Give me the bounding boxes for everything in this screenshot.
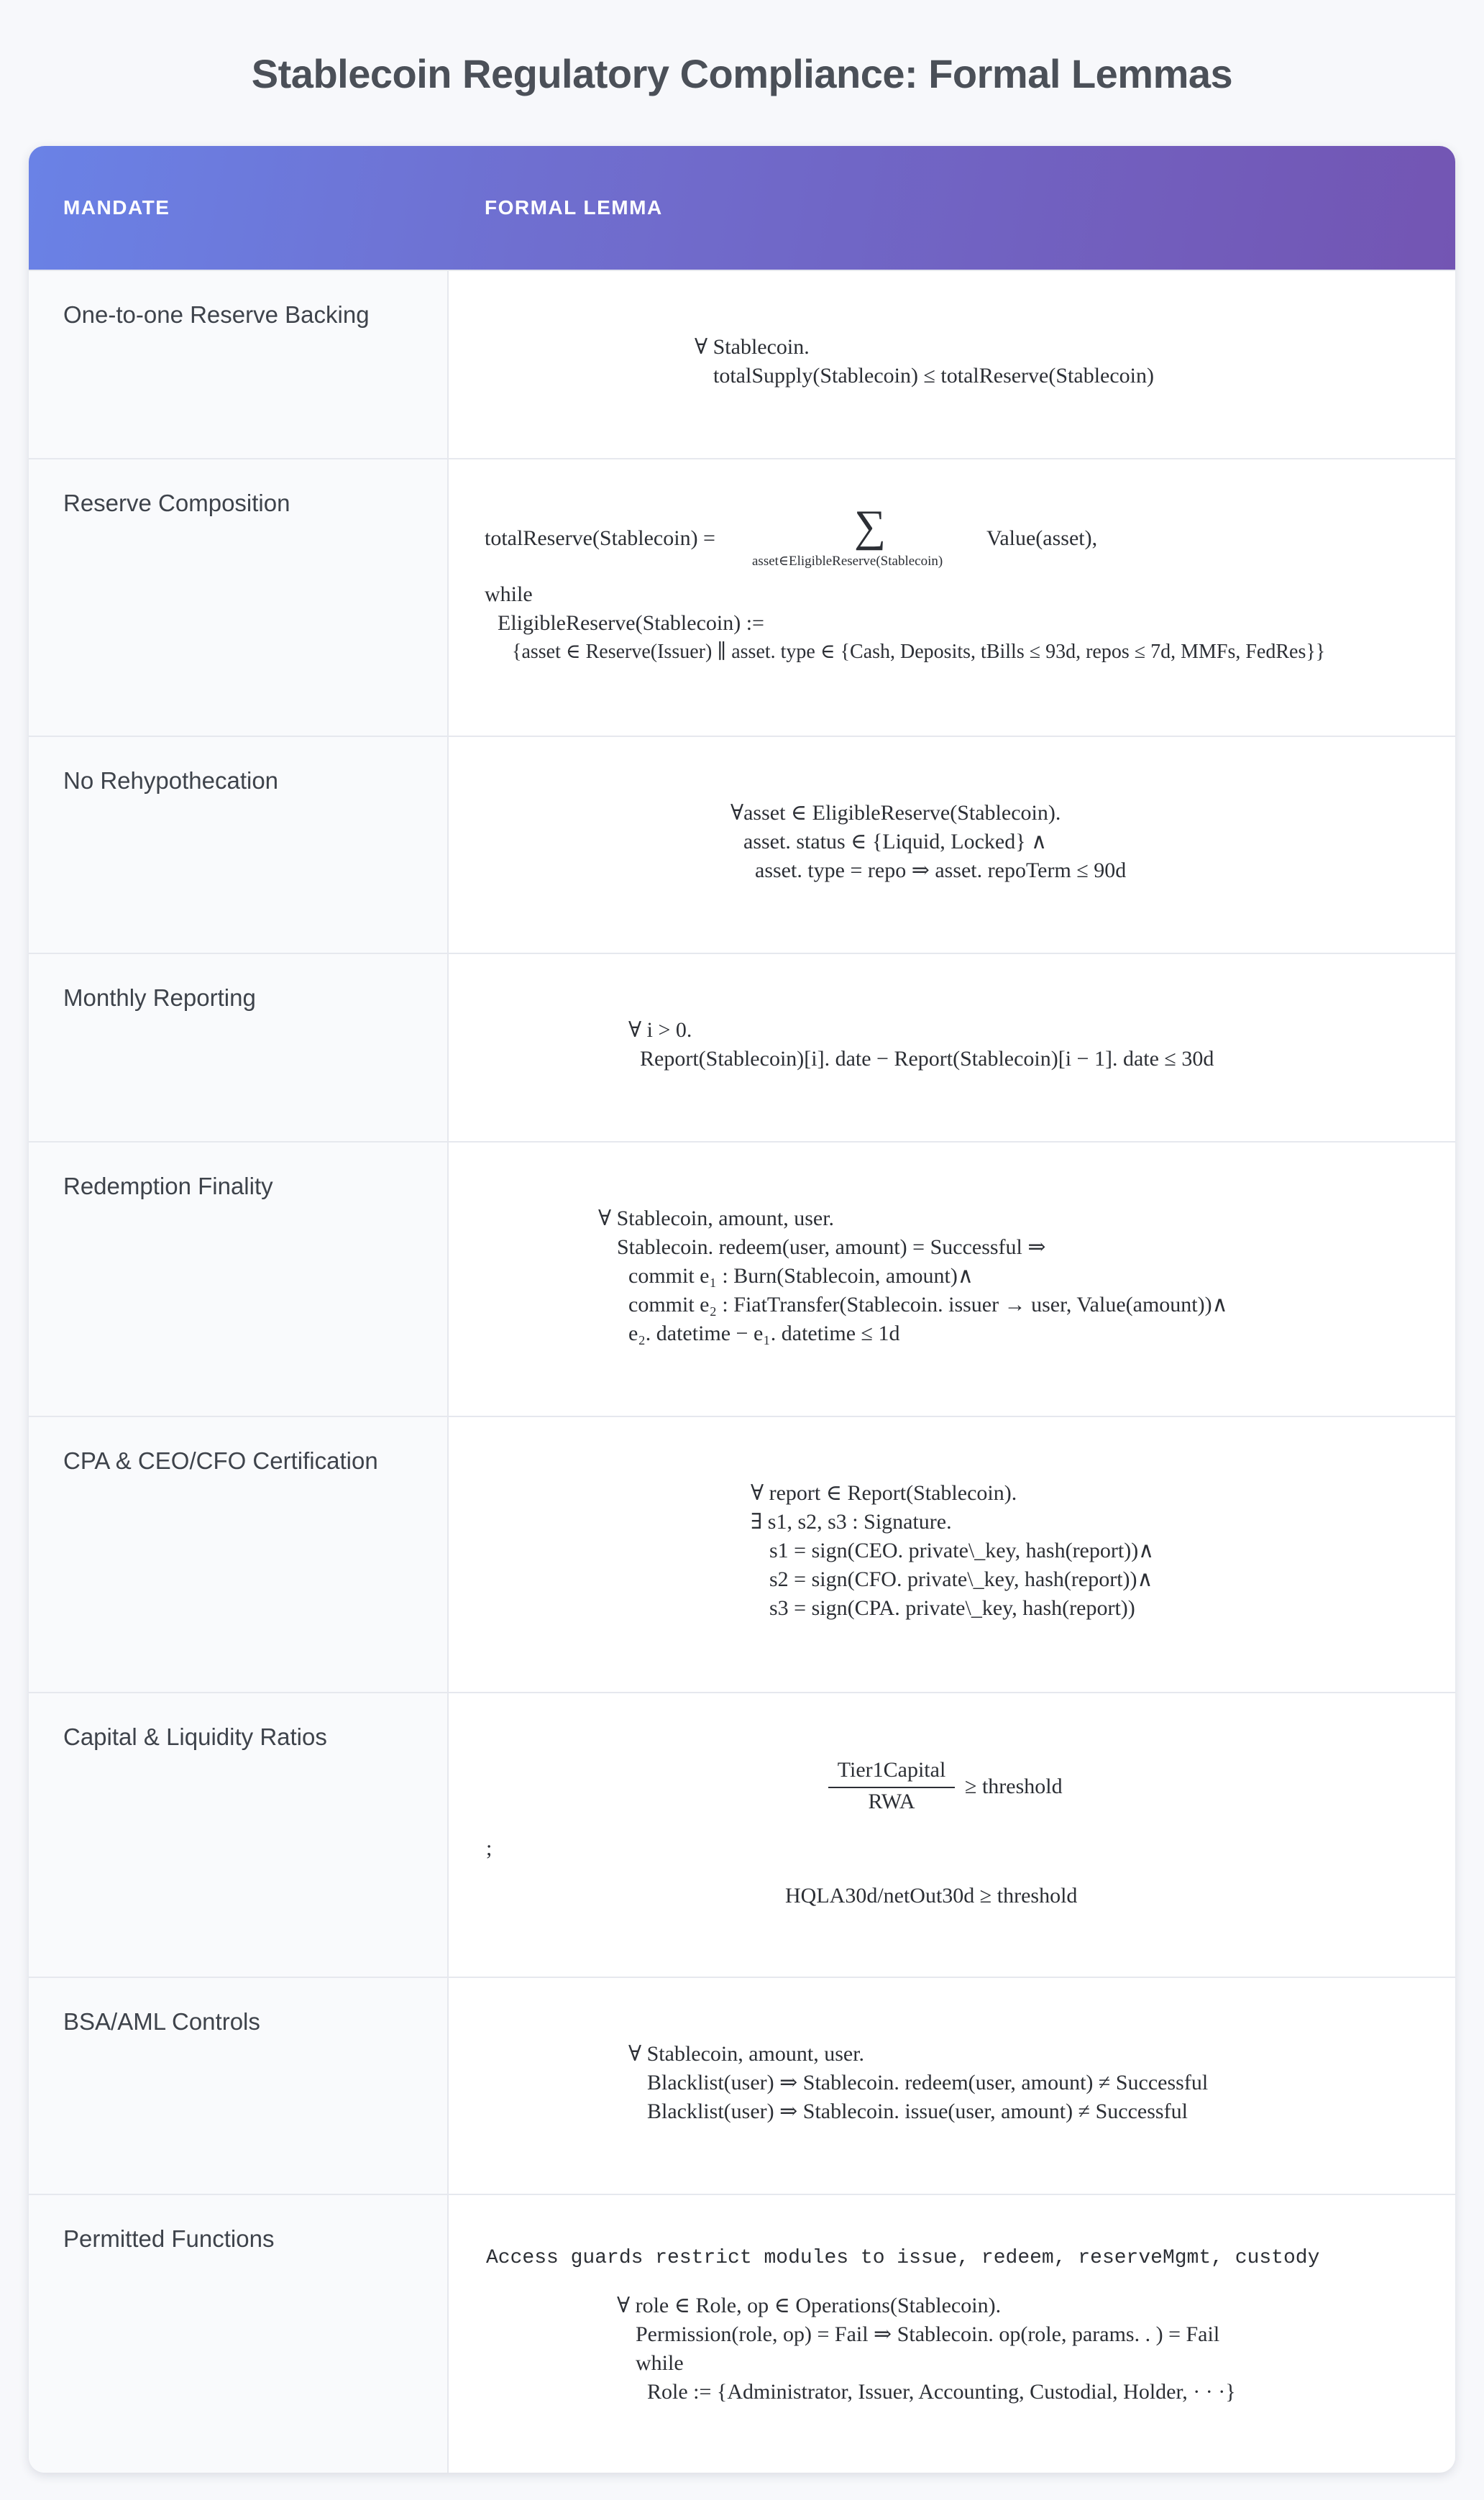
lemma-line: s3 = sign(CPA. private\_key, hash(report)) xyxy=(769,1596,1135,1620)
lemma-line: ∀ role ∈ Role, op ∈ Operations(Stablecoin). xyxy=(617,2294,1002,2317)
mandate-label: Monthly Reporting xyxy=(63,984,256,1011)
table-row xyxy=(29,458,1455,737)
summation-symbol: ∑ xyxy=(854,502,887,551)
lemma-line: Role := {Administrator, Issuer, Accounting, Custodial, Holder, · · ·} xyxy=(647,2380,1236,2404)
mandate-label: Redemption Finality xyxy=(63,1173,273,1199)
lemma-line: commit e₁ : Burn(Stablecoin, amount)∧ xyxy=(628,1264,974,1288)
code-line: Access guards restrict modules to issue, redeem, reserveMgmt, custody xyxy=(486,2247,1320,2269)
lemma-line: Permission(role, op) = Fail ⇒ Stablecoin. op(role, params. . ) = Fail xyxy=(636,2322,1220,2346)
mandate-label: No Rehypothecation xyxy=(63,767,279,794)
table-row xyxy=(29,1141,1455,1417)
lemma-line: {asset ∈ Reserve(Issuer) ∥ asset. type ∈ {Cash, Deposits, tBills ≤ 93d, repos ≤ 7d, MMFs, FedRes}} xyxy=(512,641,1326,663)
mandate-label: One-to-one Reserve Backing xyxy=(63,301,370,328)
fraction-denominator: RWA xyxy=(868,1790,915,1813)
mandate-label: CPA & CEO/CFO Certification xyxy=(63,1447,378,1474)
lemma-line: Stablecoin. redeem(user, amount) = Successful ⇒ xyxy=(617,1235,1046,1259)
lemma-line: HQLA30d/netOut30d ≥ threshold xyxy=(785,1884,1078,1908)
lemma-line: ∀ Stablecoin. xyxy=(695,335,810,359)
table-row xyxy=(29,1977,1455,2195)
table-row xyxy=(29,270,1455,459)
lemma-line: ∀ Stablecoin, amount, user. xyxy=(628,2042,865,2066)
lemma-line: ∀ report ∈ Report(Stablecoin). xyxy=(751,1481,1017,1505)
table-row xyxy=(29,953,1455,1143)
mandate-label: Reserve Composition xyxy=(63,490,290,516)
lemma-line: ∀asset ∈ EligibleReserve(Stablecoin). xyxy=(730,801,1061,825)
lemma-table xyxy=(29,146,1455,2473)
lemma-line: asset. status ∈ {Liquid, Locked} ∧ xyxy=(743,830,1048,853)
fraction-numerator: Tier1Capital xyxy=(837,1758,946,1782)
lemma-lhs: totalReserve(Stablecoin) = xyxy=(485,526,715,550)
ratio-separator: ; xyxy=(486,1836,493,1860)
page-title: Stablecoin Regulatory Compliance: Formal Lemmas xyxy=(251,51,1233,96)
table-row xyxy=(29,1416,1455,1693)
fraction-rhs: ≥ threshold xyxy=(965,1775,1063,1798)
summation-subscript: asset∈EligibleReserve(Stablecoin) xyxy=(752,554,943,569)
lemma-line: commit e₂ : FiatTransfer(Stablecoin. issuer → user, Value(amount))∧ xyxy=(628,1293,1228,1317)
table-header xyxy=(29,146,1455,270)
lemma-line: ∀ i > 0. xyxy=(628,1018,692,1042)
lemma-line: while xyxy=(485,582,533,606)
lemma-line: e₂. datetime − e₁. datetime ≤ 1d xyxy=(628,1322,900,1345)
table-row xyxy=(29,1692,1455,1978)
lemma-line: ∃ s1, s2, s3 : Signature. xyxy=(751,1510,952,1534)
lemma-line: Report(Stablecoin)[i]. date − Report(Stablecoin)[i − 1]. date ≤ 30d xyxy=(640,1047,1214,1071)
column-header-lemma: FORMAL LEMMA xyxy=(485,196,663,219)
lemma-line: Blacklist(user) ⇒ Stablecoin. redeem(user, amount) ≠ Successful xyxy=(647,2071,1209,2094)
lemma-line: s1 = sign(CEO. private\_key, hash(report))∧ xyxy=(769,1539,1155,1562)
lemma-line: Blacklist(user) ⇒ Stablecoin. issue(user, amount) ≠ Successful xyxy=(647,2100,1188,2123)
mandate-label: Capital & Liquidity Ratios xyxy=(63,1723,327,1750)
table-row xyxy=(29,2194,1455,2473)
mandate-label: Permitted Functions xyxy=(63,2225,275,2252)
table-row xyxy=(29,736,1455,954)
lemma-line: EligibleReserve(Stablecoin) := xyxy=(498,611,764,635)
lemma-line: asset. type = repo ⇒ asset. repoTerm ≤ 90d xyxy=(755,858,1127,882)
lemma-rhs: Value(asset), xyxy=(986,526,1098,550)
lemma-line: ∀ Stablecoin, amount, user. xyxy=(598,1206,835,1230)
lemma-line: while xyxy=(636,2351,684,2375)
fraction-bar xyxy=(828,1787,955,1788)
column-header-mandate: MANDATE xyxy=(63,196,170,219)
mandate-label: BSA/AML Controls xyxy=(63,2008,260,2035)
lemma-line: s2 = sign(CFO. private\_key, hash(report))∧ xyxy=(769,1567,1153,1591)
lemma-line: totalSupply(Stablecoin) ≤ totalReserve(Stablecoin) xyxy=(713,364,1154,388)
